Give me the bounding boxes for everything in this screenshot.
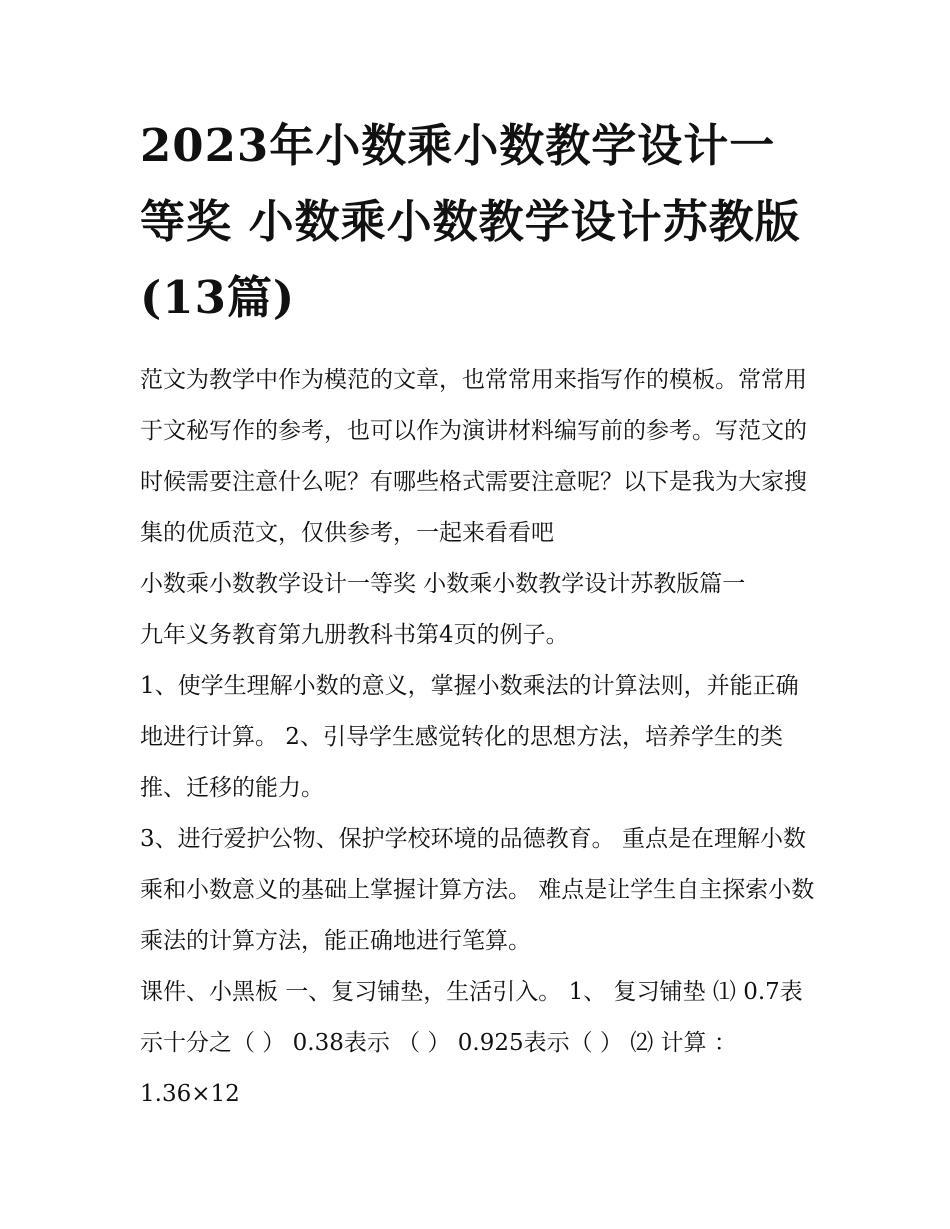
paragraph-section-heading: 小数乘小数教学设计一等奖 小数乘小数教学设计苏教版篇一: [140, 571, 746, 597]
paragraph-intro: 范文为教学中作为模范的文章，也常常用来指写作的模板。常常用于文秘写作的参考，也可以作为演讲材料编写前的参考。写范文的时候需要注意什么呢？有哪些格式需要注意呢？以下是我为大家搜集的优质范文，仅供参考，一起来看看吧: [140, 367, 807, 546]
paragraph-content: 九年义务教育第九册教科书第4页的例子。: [140, 622, 569, 648]
document-title: 2023年小数乘小数教学设计一等奖 小数乘小数教学设计苏教版(13篇): [140, 119, 801, 324]
paragraph-key-points: 3、进行爱护公物、保护学校环境的品德教育。 重点是在理解小数乘和小数意义的基础上掌握计算方法。 难点是让学生自主探索小数乘法的计算方法，能正确地进行笔算。: [140, 826, 815, 954]
paragraph-preparation-review: 课件、小黑板 一、复习铺垫，生活引入。 1、 复习铺垫 ⑴ 0.7表示十分之（ ） 0.38表示 （ ） 0.925表示（ ） ⑵ 计算 ：1.36×12: [140, 979, 803, 1107]
document-body: [140, 355, 815, 1120]
paragraph-objectives: 1、使学生理解小数的意义，掌握小数乘法的计算法则，并能正确地进行计算。 2、引导学生感觉转化的思想方法，培养学生的类推、迁移的能力。: [140, 673, 799, 801]
